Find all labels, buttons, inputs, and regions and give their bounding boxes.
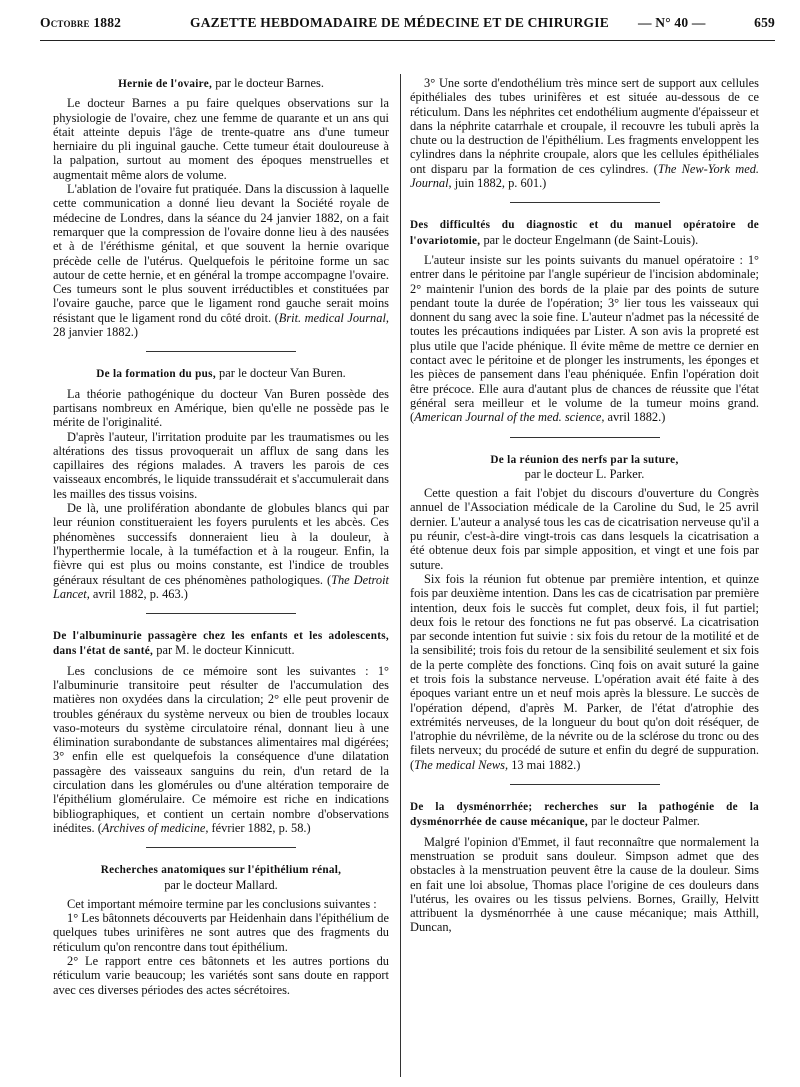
article-title-vanburen bbox=[53, 366, 389, 381]
article-title-bold: Hernie de l'ovaire, bbox=[118, 78, 213, 90]
article-title-author: par le docteur L. Parker. bbox=[524, 466, 645, 481]
article-title-author: par M. le docteur Kinnicutt. bbox=[153, 643, 295, 658]
article-title-palmer bbox=[410, 799, 759, 830]
article-title-author: par le docteur Engelmann (de Saint-Louis). bbox=[480, 232, 699, 247]
article-title-bold: De la dysménorrhée; recherches sur la pathogénie de la dysménorrhée de cause mécanique, bbox=[410, 801, 759, 829]
paragraph: 1° Les bâtonnets découverts par Heidenhain dans l'épithélium de quelques tubes urinifères ne sont autres que des fragments du réticulum qu'on rencontre dans tout épithélium. bbox=[53, 911, 389, 954]
paragraph bbox=[53, 182, 389, 339]
citation-journal: Archives of medicine, bbox=[101, 820, 209, 835]
citation-date: juin 1882, p. 601.) bbox=[451, 176, 547, 191]
paragraph: 2° Le rapport entre ces bâtonnets et les autres portions du réticulum varie beaucoup; les variétés sont sans doute en rapport avec ces diverses périodes des actes sécrétoires. bbox=[53, 954, 389, 997]
article-title-bold: De l'albuminurie passagère chez les enfants et les adolescents, dans l'état de santé, bbox=[53, 630, 389, 658]
article-title-bold: Recherches anatomiques sur l'épithélium rénal, bbox=[100, 864, 342, 877]
citation-date: 28 janvier 1882.) bbox=[53, 325, 138, 340]
article-separator bbox=[510, 784, 660, 785]
article-separator bbox=[146, 847, 296, 848]
header-rule bbox=[40, 40, 775, 41]
paragraph-text: 3° Une sorte d'endothélium très mince sert de support aux cellules épithéliales des tubes urinifères et est située au-dessous de ce réticulum. Dans les néphrites cet endothélium augmente d'épaisseur et dans la néphrite catarrhale et croupale, il recouvre les tubuli après la chute ou la destruction de l'épithélium. Les fragments enveloppent les cylindres dans la néphrite croupale, alors que les cellules épithéliales ont disparu par la formation de ces cylindres. ( bbox=[410, 76, 759, 176]
paragraph bbox=[53, 501, 389, 601]
citation-journal: The medical News, bbox=[414, 757, 509, 772]
paragraph bbox=[410, 253, 759, 425]
paragraph: Cet important mémoire termine par les conclusions suivantes : bbox=[67, 896, 377, 911]
column-rule bbox=[400, 74, 401, 1077]
article-separator bbox=[510, 202, 660, 203]
article-title-parker bbox=[410, 452, 759, 482]
citation-journal: American Journal of the med. science, bbox=[414, 410, 605, 425]
article-title-author: par le docteur Mallard. bbox=[164, 877, 278, 892]
paragraph bbox=[410, 572, 759, 772]
paragraph-text: L'ablation de l'ovaire fut pratiquée. Dans la discussion à laquelle cette communication a donné lieu devant la Société royale de médecine de Londres, dans la séance du 24 janvier 1882, on a fait remarquer que la compression de l'ovaire donne lieu à des nausées et à de l'éréthisme génital, et que souvent la hernie ovarique précède celle de l'utérus. Quelquefois le péritoine forme un sac autour de cette hernie, et en général la trompe accompagne l'ovaire. Ces tumeurs sont le plus souvent irréductibles et constituées par l'ovaire gauche, parce que le ligament rond gauche serait moins résistant que le ligament rond du côté droit. ( bbox=[53, 182, 389, 325]
right-column bbox=[410, 76, 759, 935]
article-title-author: par le docteur Palmer. bbox=[588, 814, 700, 829]
citation-date: avril 1882.) bbox=[604, 410, 666, 425]
article-separator bbox=[146, 351, 296, 352]
citation-date: 13 mai 1882.) bbox=[508, 757, 581, 772]
paragraph-text: Les conclusions de ce mémoire sont les suivantes : 1° l'albuminurie transitoire peut résulter de l'accumulation des matières non oxydées dans la circulation; 2° elle peut provenir de troubles généraux du système nerveux ou bien de troubles locaux vaso-moteurs du système circulatoire rénal, donnant lieu à une élimination surabondante de substances alimentaires mal digérées; 3° enfin elle est quelquefois la conséquence d'une dilatation passagère des vaisseaux sanguins du rein, d'un retard de la circulation dans les glomérules ou d'une altération temporaire de l'épithélium glomérulaire. Ce mémoire est riche en indications bibliographiques, et contient un certain nombre d'observations inédites. ( bbox=[53, 663, 389, 835]
article-title-bold: De la formation du pus, bbox=[96, 368, 216, 381]
paragraph: La théorie pathogénique du docteur Van Buren possède des partisans nombreux en Amérique, bien qu'elle ne possède pas le mérite de l'originalité. bbox=[53, 386, 389, 430]
paragraph: Cette question a fait l'objet du discours d'ouverture du Congrès annuel de l'Association médicale de la Caroline du Sud, le 25 avril dernier. L'auteur a analysé tous les cas de cicatrisation nerveuse qu'il a pu réunir, c'est-à-dire vingt-trois cas dans lesquels la cicatrisation a été obtenue deux fois par simple apposition, et vingt et une fois par suture. bbox=[410, 486, 759, 572]
article-title-engelmann bbox=[410, 217, 759, 248]
paragraph-text: Six fois la réunion fut obtenue par première intention, et quinze fois par deuxième intention. Dans les cas de cicatrisation par première intention, deux fois le succès fut complet, deux fois, il fut partiel; deux fois le retour des fonctions ne fut pas observé. La cicatrisation par seconde intention fut suivie : six fois du retour de la motilité et de la sensibilité; trois fois du retour de la sensibilité seulement et six fois de la perte complète des fonctions. Cinq fois on avait suturé la gaine et trois fois la substance nerveuse. L'opération avait été faite à des époques variant entre un et neuf mois après la blessure. Le succès de l'opération dépend, d'après M. Parker, de l'état d'atrophie des extrémités nerveuses, de la longueur du bout qu'on doit réséquer, de l'atrophie du névrilème, de la névrite ou de la sclérose du tronc ou des filets nerveux; du procédé de suture et enfin du degré de suppuration. ( bbox=[410, 571, 759, 772]
citation-journal: The New-York med. Journal, bbox=[410, 161, 759, 191]
article-title-kinnicutt bbox=[53, 628, 389, 659]
paragraph bbox=[53, 664, 389, 836]
journal-title: GAZETTE HEBDOMADAIRE DE MÉDECINE ET DE CHIRURGIE bbox=[190, 15, 609, 30]
article-title-mallard bbox=[53, 862, 389, 892]
paragraph: D'après l'auteur, l'irritation produite par les traumatismes ou les altérations des tissus provoquerait un afflux de sang dans les capillaires des régions malades. A travers les parois de ces vaisseaux encombrés, le liquide transsudérait et s'accumulerait dans les mailles des tissus voisins. bbox=[53, 429, 389, 501]
article-title-author: par le docteur Barnes. bbox=[212, 76, 324, 90]
citation-date: avril 1882, p. 463.) bbox=[89, 586, 188, 601]
paragraph-text: De là, une prolifération abondante de globules blancs qui par leur réunion constitueraient les foyers purulents et les abcès. Ces phénomènes successifs donneraient lieu à la douleur, à l'hyperthermie locale, à la tuméfaction et à la rougeur. Enfin, la fièvre qui est plus ou moins constante, est l'indice de troubles généraux résultant de ces phénomènes pathologiques. ( bbox=[53, 501, 389, 587]
paragraph-text: L'auteur insiste sur les points suivants du manuel opératoire : 1° entrer dans le péritoine par l'angle supérieur de l'incision abdominale; 2° maintenir l'union des bords de la plaie par des points de suture pendant toute la durée de l'opération; 3° lier tous les vaisseaux qui donnent du sang avec la soie fine. L'auteur n'admet pas la nécessité de toutes les précautions indiquées par Lister. A son avis la propreté est plus utile que l'acide phénique. Il évite même de mettre ce dernier en contact avec le péritoine et de plonger les instruments, les éponges et les pièces de pansement dans l'eau phéniquée. Enfin l'opération doit être précoce. Elle aura d'autant plus de chances de réussite que l'état général sera meilleur et le volume de la tumeur moins grand. ( bbox=[410, 252, 759, 425]
page-number: 659 bbox=[754, 15, 775, 30]
article-title-bold: Des difficultés du diagnostic et du manuel opératoire de l'ovariotomie, bbox=[410, 219, 759, 247]
paragraph: Le docteur Barnes a pu faire quelques observations sur la physiologie de l'ovaire, chez une femme de quarante et un ans qui était atteinte depuis l'âge de trente-quatre ans d'une tumeur herniaire du pli inguinal gauche. Cette tumeur était douloureuse à la palpation, surtout au moment des époques menstruelles et augmentait même alors de volume. bbox=[53, 96, 389, 182]
citation-date: février 1882, p. 58.) bbox=[208, 820, 311, 835]
article-separator bbox=[510, 437, 660, 438]
left-column bbox=[53, 76, 389, 997]
article-separator bbox=[146, 613, 296, 614]
citation-journal: Brit. medical Journal, bbox=[278, 310, 389, 325]
issue-number: — N° 40 — bbox=[638, 15, 706, 30]
paragraph: Malgré l'opinion d'Emmet, il faut reconnaître que normalement la menstruation se produit sans douleur. Simpson admet que des obstacles à la menstruation peuvent être la cause de la douleur. Sims en fait une loi absolue, Thomas place l'origine de ces douleurs dans l'utérus, les ovaires ou les tissus pelviens. Bornes, Grailly, Helvitt attribuent la dysménorrhée à une cause mécanique; mais Atthill, Duncan, bbox=[410, 834, 759, 935]
article-title-barnes bbox=[53, 76, 389, 91]
paragraph bbox=[410, 76, 759, 190]
article-title-author: par le docteur Van Buren. bbox=[215, 366, 346, 381]
article-title-bold: De la réunion des nerfs par la suture, bbox=[490, 453, 679, 466]
citation-journal: The Detroit Lancet, bbox=[53, 572, 389, 601]
running-header bbox=[40, 12, 775, 36]
header-date: Octobre 1882 bbox=[40, 15, 122, 30]
